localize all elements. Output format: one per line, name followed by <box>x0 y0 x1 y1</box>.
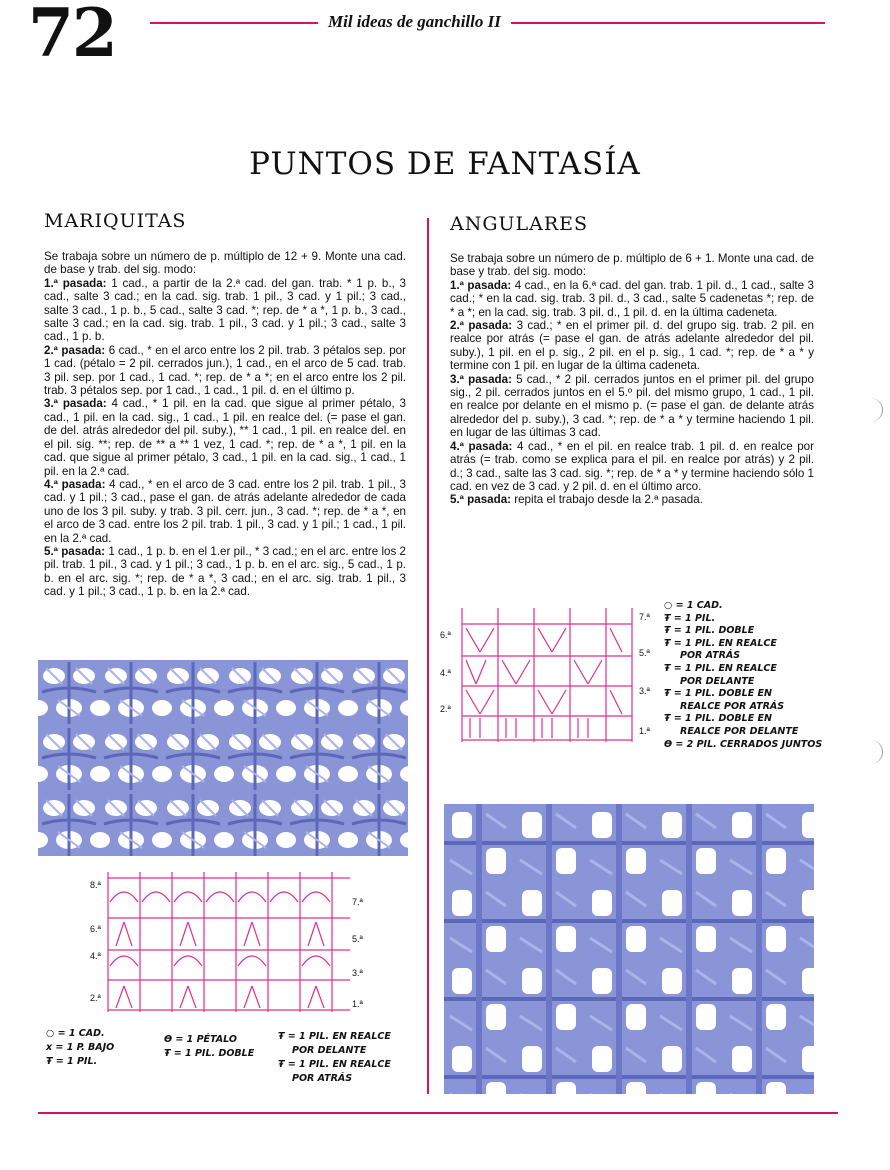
row-text: 3 cad.; * en el primer pil. d. del grupo sig. trab. 2 pil. en realce por atrás (= pase el gan. de atrás adelante alrededor del pil. suby.), 1 pil. en el p. sig., 2 pil. en el p. sig., 1 cad. *; rep. de * a * y termine con 1 pil. en lugar de la última cadeneta. <box>450 319 814 373</box>
legend-entry: Ŧ = 1 PIL. EN REALCE <box>278 1031 391 1042</box>
legend-entry: Ŧ = 1 PIL. <box>46 1056 98 1067</box>
row-text: 1 cad., 1 p. b. en el 1.er pil., * 3 cad.; en el arc. entre los 2 pil. trab. 1 pil., 3 cad. y 1 pil.; 3 cad., 1 p. b. en el arc. sig., 5 cad., 1 p. b. en el arc. sig. *; rep. de * a *, 3 cad.; en el arc. sig. trab. 1 pil., 3 cad. y 1 pil.; 3 cad., 1 p. b. en la 2.ª cad. <box>44 544 407 599</box>
legend-entry: Ѳ = 2 PIL. CERRADOS JUNTOS <box>664 738 823 750</box>
footer-rule <box>38 1112 838 1114</box>
intro-text: Se trabaja sobre un número de p. múltiplo de 6 + 1. Monte una cad. de base y trab. del sig. modo: <box>450 252 814 279</box>
legend-entry: Ŧ = 1 PIL. DOBLE <box>164 1048 255 1059</box>
column-divider <box>427 218 429 1094</box>
stitch-photo-angulares <box>444 804 814 1094</box>
row-instruction <box>450 279 814 319</box>
row-instruction <box>44 545 406 599</box>
legend-entry: Ŧ = 1 PIL. DOBLE EN <box>664 713 772 725</box>
page-number: 72 <box>28 0 116 72</box>
legend-entry: Ŧ = 1 PIL. DOBLE <box>664 625 755 637</box>
legend-entry: x = 1 P. BAJO <box>46 1042 115 1053</box>
row-instruction <box>44 277 406 344</box>
row-instruction <box>44 344 406 398</box>
row-instruction <box>450 373 814 440</box>
legend-entry: POR DELANTE <box>680 675 755 687</box>
legend-entry: Ŧ = 1 PIL. EN REALCE <box>278 1059 391 1070</box>
row-label: 4.ª pasada: <box>450 439 513 453</box>
instructions-angulares <box>450 252 814 507</box>
legend-entry: POR ATRÁS <box>292 1073 353 1084</box>
row-instruction <box>44 478 406 545</box>
legend-entry: Ŧ = 1 PIL. EN REALCE <box>664 662 777 674</box>
row-label: 4.ª pasada: <box>44 477 106 491</box>
row-text: 6 cad., * en el arco entre los 2 pil. trab. 3 pétalos sep. por 1 cad. (pétalo = 2 pil. cerrados jun.), 1 cad., en el arco de 5 cad. trab. 3 pil. sep. por 1 cad., 1 cad. *; rep. de * a *; en el arco entre los 2 pil. trab. 3 pétalos sep. por 1 cad., 1 cad., 1 pil. d. en el último p. <box>44 343 406 398</box>
legend-entry: REALCE POR ATRÁS <box>680 700 785 712</box>
intro-text: Se trabaja sobre un número de p. múltiplo de 12 + 9. Monte una cad. de base y trab. del sig. modo: <box>44 250 406 277</box>
legend-entry: Ŧ = 1 PIL. DOBLE EN <box>664 688 772 700</box>
chart-row-label: 6.ª <box>90 924 101 934</box>
chart-row-label: 3.ª <box>639 686 650 696</box>
chart-row-label: 7.ª <box>639 612 650 622</box>
legend-angulares <box>664 600 822 751</box>
row-label: 2.ª pasada: <box>450 319 513 333</box>
legend-entry: Ѳ = 1 PÉTALO <box>164 1034 237 1045</box>
chart-row-label: 5.ª <box>639 648 650 658</box>
page-title: PUNTOS DE FANTASÍA <box>249 146 641 182</box>
row-instruction <box>450 319 814 373</box>
chart-row-label: 6.ª <box>440 630 451 640</box>
row-label: 2.ª pasada: <box>44 343 106 357</box>
row-text: 1 cad., a partir de la 2.ª cad. del gan. trab. * 1 p. b., 3 cad., salte 3 cad.; en la cad. sig. trab. 1 pil., 3 cad. y 1 pil.; 3 cad., salte 3 cad., 1 p. b., 5 cad., salte 3 cad. *; rep. de * a *, 1 p. b., 3 cad., salte 3 cad.; en la cad. sig. trab. 1 pil., 3 cad. y 1 pil.; 3 cad., salte 3 cad., 1 p. b. <box>44 276 406 344</box>
instructions-mariquitas <box>44 250 406 599</box>
chart-row-label: 4.ª <box>90 951 101 961</box>
row-label: 3.ª pasada: <box>44 397 107 411</box>
row-label: 5.ª pasada: <box>44 544 106 558</box>
row-label: 1.ª pasada: <box>450 278 512 292</box>
row-label: 1.ª pasada: <box>44 276 107 290</box>
row-label: 5.ª pasada: <box>450 493 511 507</box>
row-instruction <box>44 397 406 477</box>
chart-row-label: 1.ª <box>352 999 363 1009</box>
chart-row-label: 5.ª <box>352 934 363 944</box>
row-text: 4 cad., * en el arco de 3 cad. entre los 2 pil. trab. 1 pil., 3 cad. y 1 pil.; 3 cad., pase el gan. de atrás adelante alrededor de cada uno de los 3 pil. suby. y trab. 3 pil. cerr. jun., 3 cad. *; rep. de * a *, en el arco de 3 cad. entre los 2 pil. trab. 1 pil., 3 cad. y 1 pil.; 1 cad., 1 pil. en la 2.ª cad. <box>44 477 406 545</box>
section-title-angulares: ANGULARES <box>450 213 589 235</box>
chart-row-label: 2.ª <box>90 993 101 1003</box>
row-label: 3.ª pasada: <box>450 372 512 386</box>
row-text: 4 cad., * en el pil. en realce trab. 1 pil. d. en realce por atrás (= trab. como se explica para el pil. en realce por atrás) y 2 pil. d.; 3 cad., salte las 3 cad. sig. *; rep. de * a * y termine haciendo sólo 1 cad. en vez de 3 cad. y 2 pil. d. en el último arco. <box>450 439 814 493</box>
chart-row-label: 8.ª <box>90 880 101 890</box>
legend-entry: REALCE POR DELANTE <box>680 725 799 737</box>
legend-entry: ○ = 1 CAD. <box>664 600 723 611</box>
legend-mariquitas-col2 <box>164 1033 254 1061</box>
row-text: 5 cad., * 2 pil. cerrados juntos en el primer pil. del grupo sig., 2 pil. cerrados juntos en el 5.º pil. del mismo grupo, 1 cad., 1 pil. en realce por delante en el mismo p. (= pase el gan. de delante atrás alrededor del p. suby.), 3 cad. *; rep. de * a * y termine haciendo 1 pil. en lugar de las últimas 3 cad. <box>450 372 814 440</box>
stitch-chart-angulares <box>436 598 656 748</box>
book-title: Mil ideas de ganchillo II <box>318 12 511 32</box>
legend-entry: POR DELANTE <box>292 1045 367 1056</box>
binder-hole-mark <box>858 398 883 422</box>
chart-row-label: 1.ª <box>639 726 650 736</box>
legend-entry: Ŧ = 1 PIL. EN REALCE <box>664 637 777 649</box>
legend-mariquitas-col3 <box>278 1030 391 1086</box>
row-instruction <box>450 493 814 506</box>
row-text: 4 cad., en la 6.ª cad. del gan. trab. 1 pil. d., 1 cad., salte 3 cad.; * en la cad. sig. trab. 3 pil. d., 3 cad., salte 5 cadenetas *; rep. de * a *; en la cad. sig. trab. 3 pil. d., 1 pil. d. en la última cadeneta. <box>450 278 814 319</box>
chart-row-label: 7.ª <box>352 897 363 907</box>
section-title-mariquitas: MARIQUITAS <box>44 210 187 232</box>
row-text: 4 cad., * 1 pil. en la cad. que sigue al primer pétalo, 3 cad., 1 pil. en la cad. sig., 1 cad., 1 pil. en realce del. (= pase el gan. de del. atrás alrededor del pil. suby.), ** 1 cad., 1 pil. en realce del. en el pil. sig. **; rep. de ** a ** 1 vez, 1 cad. *; rep. de * a *, 1 pil. en la cad. que sigue al primer pétalo, 3 cad., 1 pil. en la cad. sig., 1 cad., 1 pil. en la 2.ª cad. <box>44 397 406 478</box>
binder-hole-mark <box>858 740 883 764</box>
row-instruction <box>450 440 814 494</box>
legend-entry: Ŧ = 1 PIL. <box>664 612 716 624</box>
row-text: repita el trabajo desde la 2.ª pasada. <box>514 493 703 507</box>
legend-mariquitas-col1 <box>46 1027 114 1069</box>
chart-row-label: 4.ª <box>440 668 451 678</box>
chart-row-label: 3.ª <box>352 968 363 978</box>
stitch-photo-mariquitas <box>38 660 408 856</box>
legend-entry: ○ = 1 CAD. <box>46 1028 105 1039</box>
chart-row-label: 2.ª <box>440 704 451 714</box>
legend-entry: POR ATRÁS <box>680 650 741 662</box>
stitch-chart-mariquitas <box>80 862 380 1022</box>
